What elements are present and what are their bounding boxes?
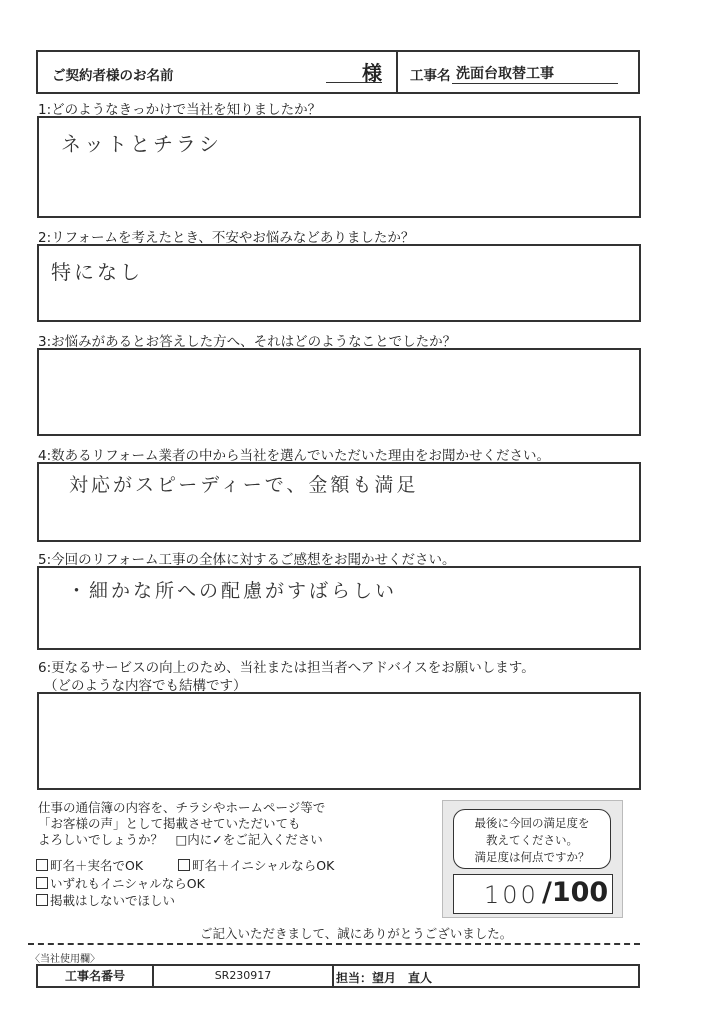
consent-option-4[interactable] <box>36 891 175 909</box>
satisfaction-score[interactable]: 100 <box>484 881 539 909</box>
work-label: 工事名 <box>410 68 451 84</box>
question-6-sublabel: （どのような内容でも結構です） <box>44 678 247 694</box>
checkbox-icon[interactable] <box>36 894 48 906</box>
office-number-label-cell <box>38 966 154 986</box>
consent-line-3: よろしいでしょうか？ □内に✓をご記入ください <box>38 832 323 847</box>
work-underline <box>452 83 618 84</box>
question-5-label: 5:今回のリフォーム工事の全体に対するご感想をお聞かせください。 <box>38 552 456 568</box>
work-name: 洗面台取替工事 <box>456 66 554 82</box>
satisfaction-panel <box>442 800 623 918</box>
thanks-message: ご記入いただきまして、誠にありがとうございました。 <box>200 926 513 941</box>
checkbox-icon[interactable] <box>36 877 48 889</box>
answer-box-4 <box>37 462 641 542</box>
office-staff: 担当：望月 直人 <box>336 971 433 985</box>
satisfaction-score-box <box>453 874 613 914</box>
answer-box-2 <box>37 244 641 322</box>
office-table <box>36 964 640 988</box>
consent-option-3[interactable] <box>36 874 205 892</box>
answer-1-text: ネットとチラシ <box>61 132 222 156</box>
question-2-label: 2:リフォームを考えたとき、不安やお悩みなどありましたか？ <box>38 230 415 246</box>
header-box <box>36 50 640 94</box>
question-6-label: 6:更なるサービスの向上のため、当社または担当者へアドバイスをお願いします。 <box>38 660 535 676</box>
consent-option-1[interactable] <box>36 856 143 874</box>
consent-option-1-label: 町名＋実名でOK <box>50 858 144 873</box>
answer-box-1 <box>37 116 641 218</box>
satisfaction-line-3: 満足度は何点ですか？ <box>474 850 590 864</box>
question-3-label: 3:お悩みがあるとお答えした方へ、それはどのようなことでしたか？ <box>38 334 457 350</box>
office-number-label: 工事名番号 <box>64 969 125 983</box>
answer-box-3 <box>37 348 641 436</box>
satisfaction-line-1: 最後に今回の満足度を <box>474 816 590 830</box>
satisfaction-line-2: 教えてください。 <box>486 833 578 847</box>
consent-option-2-label: 町名＋イニシャルならOK <box>192 858 335 873</box>
answer-box-6 <box>37 692 641 790</box>
header-divider <box>396 52 398 92</box>
answer-2-text: 特になし <box>51 260 143 284</box>
answer-5-text: ・細かな所への配慮がすばらしい <box>67 580 398 602</box>
answer-box-5 <box>37 566 641 650</box>
name-label: ご契約者様のお名前 <box>52 68 174 84</box>
consent-line-1: 仕事の通信簿の内容を、チラシやホームページ等で <box>38 800 326 815</box>
consent-option-4-label: 掲載はしないでほしい <box>50 893 176 908</box>
question-4-label: 4:数あるリフォーム業者の中から当社を選んでいただいた理由をお聞かせください。 <box>38 448 550 464</box>
consent-option-3-label: いずれもイニシャルならOK <box>50 876 205 891</box>
office-number-cell <box>154 966 334 986</box>
consent-line-2: 「お客様の声」として掲載させていただいても <box>38 816 301 831</box>
question-1-label: 1:どのようなきっかけで当社を知りましたか？ <box>38 102 322 118</box>
consent-option-2[interactable] <box>178 856 334 874</box>
satisfaction-max: /100 <box>542 877 609 908</box>
satisfaction-prompt-box <box>453 809 611 869</box>
office-number: SR230917 <box>214 969 272 982</box>
checkbox-icon[interactable] <box>178 859 190 871</box>
sama-label: 様 <box>362 61 382 85</box>
dashed-divider <box>28 943 640 945</box>
office-use-label: 〈当社使用欄〉 <box>30 954 100 965</box>
answer-4-text: 対応がスピーディーで、金額も満足 <box>69 474 419 496</box>
checkbox-icon[interactable] <box>36 859 48 871</box>
